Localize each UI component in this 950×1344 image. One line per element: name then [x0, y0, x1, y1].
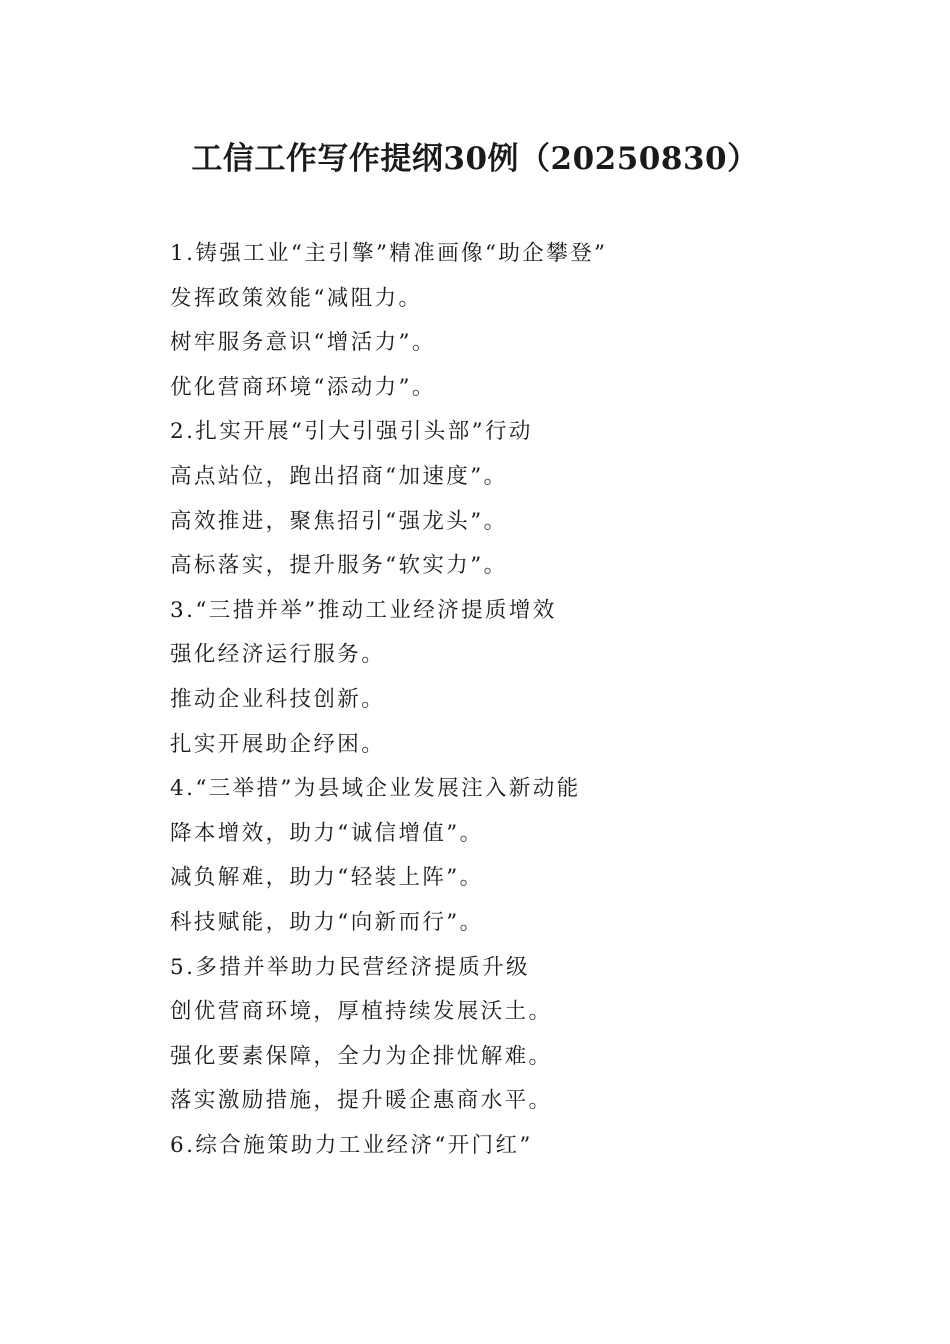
outline-point: 树牢服务意识“增活力”。 [170, 330, 436, 356]
outline-point: 落实激励措施，提升暖企惠商水平。 [170, 1088, 553, 1114]
outline-point: 科技赋能，助力“向新而行”。 [170, 909, 484, 935]
outline-heading: 5.多措并举助力民营经济提质升级 [170, 954, 530, 980]
outline-point: 高效推进，聚焦招引“强龙头”。 [170, 508, 508, 534]
outline-point: 推动企业科技创新。 [170, 686, 386, 712]
outline-point: 降本增效，助力“诚信增值”。 [170, 820, 484, 846]
outline-heading: 1.铸强工业“主引擎”精准画像“助企攀登” [170, 241, 608, 266]
outline-heading: 4.“三举措”为县域企业发展注入新动能 [170, 776, 581, 802]
outline-point: 发挥政策效能“减阻力。 [170, 285, 423, 311]
outline-point: 减负解难，助力“轻装上阵”。 [170, 865, 484, 891]
outline-heading: 2.扎实开展“引大引强引头部”行动 [170, 419, 533, 445]
outline-point: 优化营商环境“添动力”。 [170, 374, 436, 400]
outline-point: 强化经济运行服务。 [170, 642, 386, 668]
outline-point: 高点站位，跑出招商“加速度”。 [170, 463, 508, 489]
outline-heading: 3.“三措并举”推动工业经济提质增效 [170, 597, 557, 623]
outline-point: 强化要素保障，全力为企排忧解难。 [170, 1043, 553, 1069]
outline-heading: 6.综合施策助力工业经济“开门红” [170, 1132, 533, 1158]
outline-point: 高标落实，提升服务“软实力”。 [170, 553, 508, 579]
outline-list [170, 232, 870, 1168]
outline-point: 创优营商环境，厚植持续发展沃土。 [170, 999, 553, 1025]
outline-point: 扎实开展助企纾困。 [170, 731, 386, 757]
document-title: 工信工作写作提纲30例（20250830） [191, 141, 759, 177]
